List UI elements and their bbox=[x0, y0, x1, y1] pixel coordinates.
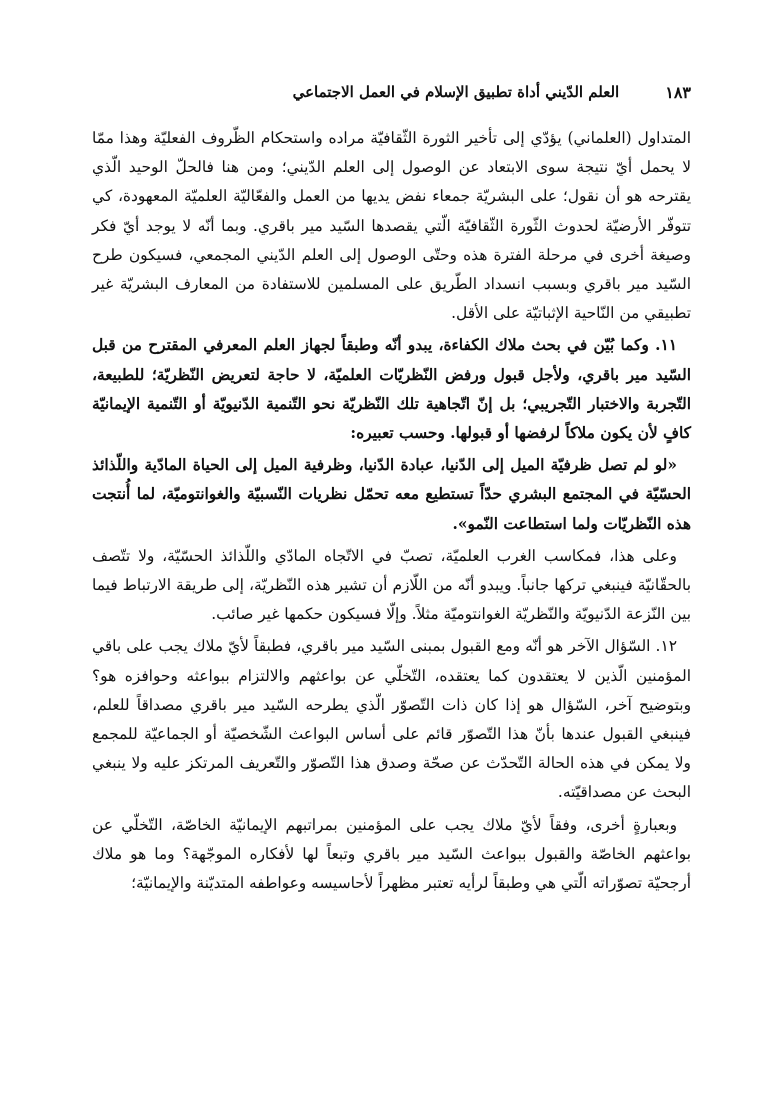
page-body bbox=[92, 124, 691, 901]
paragraph: وبعبارةٍ أخرى، وفقاً لأيّ ملاك يجب على المؤمنين بمراتبهم الإيمانيّة الخاصّة، التّخلّي عن بواعثهم الخاصّة والقبول ببواعث السّيد مير باقري وتبعاً لها لأفكاره الموجّهة؟ وما هو ملاك أرجحيّة تصوّراته الّتي هي وطبقاً لرأيه تعتبر مظهراً لأحاسيسه وعواطفه المتديّنة والإيمانيّة؛ bbox=[92, 815, 691, 893]
quote-paragraph: «لو لم تصل ظرفيّة الميل إلى الدّنيا، عبادة الدّنيا، وظرفية الميل إلى الحياة المادّية واللّذائذ الحسّيّة في المجتمع البشري حدّاً تستطيع معه تحمّل نظريات النّسبيّة والغوانتوميّة، لما أُنتجت هذه النّظريّات ولما استطاعت النّمو». bbox=[92, 456, 691, 533]
page-header bbox=[92, 80, 691, 104]
running-title: العلم الدّيني أداة تطبيق الإسلام في العمل الاجتماعي bbox=[292, 83, 620, 101]
paragraph: ١٢. السّؤال الآخر هو أنّه ومع القبول بمبنى السّيد مير باقري، فطبقاً لأيّ ملاك يجب على باقي المؤمنين الّذين لا يعتقدون كما يعتقده، التّخلّي عن بواعثهم والالتزام ببواعثه وحوافزه هو؟ وبتوضيح آخر، السّؤال هو إذا كان ذات التّصوّر الّذي يطرحه السّيد مير باقري مصداقاً للعلم، فينبغي القبول عندها بأنّ هذا التّصوّر قائم على أساس البواعث الشّخصيّة أو الجماعيّة للمجمع ولا يمكن في هذه الحالة التّحدّث عن صحّة وصدق هذا التّصوّر والتّعريف المرتكز عليه ولا ينبغي البحث عن مصداقيّته. bbox=[92, 637, 691, 802]
paragraph: ١١. وكما بُيّن في بحث ملاك الكفاءة، يبدو أنّه وطبقاً لجهاز العلم المعرفي المقترح من قبل السّيد مير باقري، ولأجل قبول ورفض النّظريّات العلميّة، لا حاجة لتعريض النّظريّة؛ للطبيعة، التّجربة والاختبار التّجريبي؛ بل إنّ اتّجاهية تلك النّظريّة نحو التّنمية الدّنيويّة أو التّنمية الإيمانيّة كافٍ لأن يكون ملاكاً لرفضها أو قبولها. وحسب تعبيره: bbox=[92, 336, 691, 443]
paragraph: وعلى هذا، فمكاسب الغرب العلميّة، تصبّ في الاتّجاه المادّي واللّذائذ الحسّيّة، ولا تتّصف بالحقّانيّة فينبغي تركها جانباً. ويبدو أنّه من اللّازم أن تشير هذه النّظريّة، إلى طريقة الارتباط فيما بين النّزعة الدّنيويّة والنّظريّة الغوانتوميّة مثلاً. وإلّا فسيكون حكمها غير صائب. bbox=[92, 546, 691, 624]
page-number: ١٨٣ bbox=[665, 82, 691, 102]
paragraph: المتداول (العلماني) يؤدّي إلى تأخير الثورة الثّقافيّة مراده واستحكام الظّروف الفعليّة وهذا ممّا لا يحمل أيّ نتيجة سوى الابتعاد عن الوصول إلى العلم الدّيني؛ ومن هنا فالحلّ الوحيد الّذي يقترحه هو أن نقول؛ على البشريّة جمعاء نفض يديها من العمل والفعّاليّة العلميّة المعهودة، كي تتوفّر الأرضيّة لحدوث الثّورة الثّقافيّة الّتي يقصدها السّيد مير باقري. وبما أنّه لا يوجد أيّ فكر وصيغة أخرى في مرحلة الفترة هذه وحتّى الوصول إلى العلم الدّيني المجمعي، فسيكون طرح السّيد مير باقري وبسبب انسداد الطّريق على المسلمين للاستفادة من المعارف البشريّة غير تطبيقي من النّاحية الإثباتيّة على الأقل. bbox=[92, 129, 691, 323]
